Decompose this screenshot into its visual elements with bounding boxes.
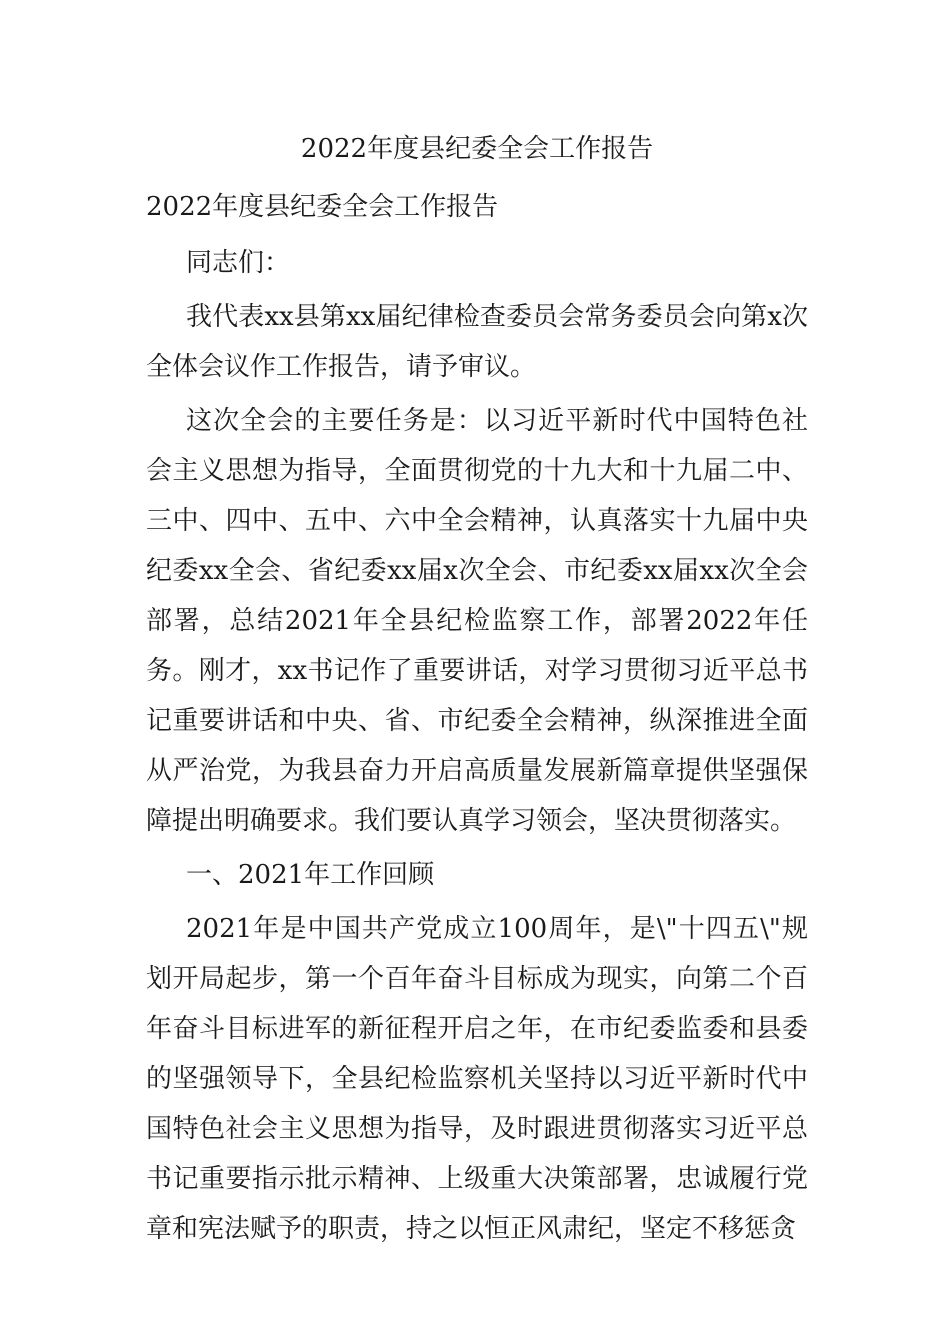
paragraph-main-task: 这次全会的主要任务是：以习近平新时代中国特色社会主义思想为指导，全面贯彻党的十九大和十九届二中、三中、四中、五中、六中全会精神，认真落实十九届中央纪委xx全会、省纪委xx届x次全会、市纪委xx届xx次全会部署，总结2021年全县纪检监察工作，部署2022年任务。刚才，xx书记作了重要讲话，对学习贯彻习近平总书记重要讲话和中央、省、市纪委全会精神，纵深推进全面从严治党，为我县奋力开启高质量发展新篇章提供坚强保障提出明确要求。我们要认真学习领会，坚决贯彻落实。	[146, 406, 808, 836]
paragraph-review: 2021年是中国共产党成立100周年，是\"十四五\"规划开局起步，第一个百年奋斗目标成为现实，向第二个百年奋斗目标进军的新征程开启之年，在市纪委监委和县委的坚强领导下，全县纪检监察机关坚持以习近平新时代中国特色社会主义思想为指导，及时跟进贯彻落实习近平总书记重要指示批示精神、上级重大决策部署，忠诚履行党章和宪法赋予的职责，持之以恒正风肃纪，坚定不移惩贪	[146, 914, 808, 1244]
document-title: 2022年度县纪委全会工作报告	[300, 134, 654, 164]
section-heading: 一、2021年工作回顾	[186, 860, 435, 890]
document-subtitle: 2022年度县纪委全会工作报告	[146, 192, 499, 222]
paragraph-opening: 我代表xx县第xx届纪律检查委员会常务委员会向第x次全体会议作工作报告，请予审议。	[146, 302, 808, 382]
document-body	[146, 128, 808, 1258]
salutation: 同志们：	[186, 248, 291, 278]
